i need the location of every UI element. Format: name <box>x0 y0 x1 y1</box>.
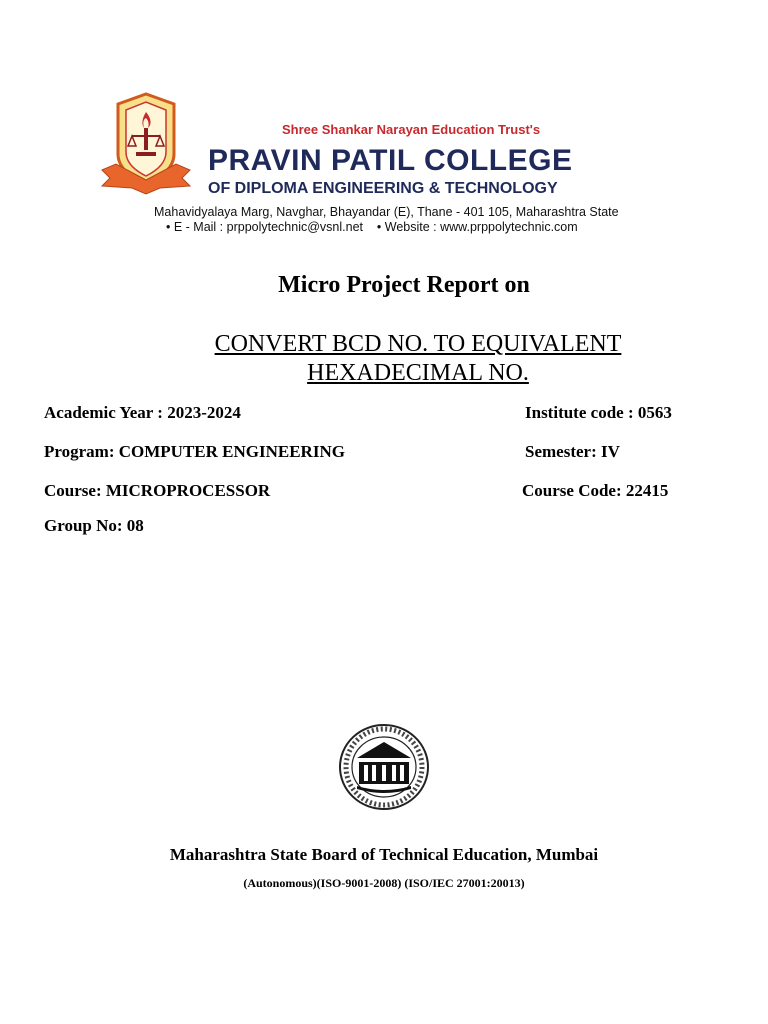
project-title <box>150 330 686 388</box>
college-contact <box>166 220 578 234</box>
project-title-line2: HEXADECIMAL NO. <box>307 360 529 386</box>
college-letterhead <box>96 90 686 240</box>
group-number: Group No: 08 <box>44 516 144 535</box>
board-certification: (Autonomous)(ISO-9001-2008) (ISO/IEC 27001:20013) <box>243 876 525 890</box>
college-emblem-icon <box>98 92 194 200</box>
institute-code: Institute code : 0563 <box>525 403 672 422</box>
college-subtitle: OF DIPLOMA ENGINEERING & TECHNOLOGY <box>208 180 558 197</box>
course-code: Course Code: 22415 <box>522 481 669 500</box>
board-name: Maharashtra State Board of Technical Education, Mumbai <box>169 845 599 864</box>
semester: Semester: IV <box>525 442 620 461</box>
trust-name: Shree Shankar Narayan Education Trust's <box>282 122 541 137</box>
project-title-line1: CONVERT BCD NO. TO EQUIVALENT <box>214 331 622 357</box>
msbte-logo-icon <box>337 722 431 812</box>
website-line: • Website : www.prppolytechnic.com <box>376 220 578 234</box>
course: Course: MICROPROCESSOR <box>44 481 271 500</box>
program: Program: COMPUTER ENGINEERING <box>44 442 345 461</box>
college-name: PRAVIN PATIL COLLEGE <box>208 144 573 177</box>
email-line: • E - Mail : prppolytechnic@vsnl.net <box>166 220 364 234</box>
academic-year: Academic Year : 2023-2024 <box>44 403 241 422</box>
college-address: Mahavidyalaya Marg, Navghar, Bhayandar (E), Thane - 401 105, Maharashtra State <box>154 205 619 219</box>
report-heading: Micro Project Report on <box>278 272 530 298</box>
